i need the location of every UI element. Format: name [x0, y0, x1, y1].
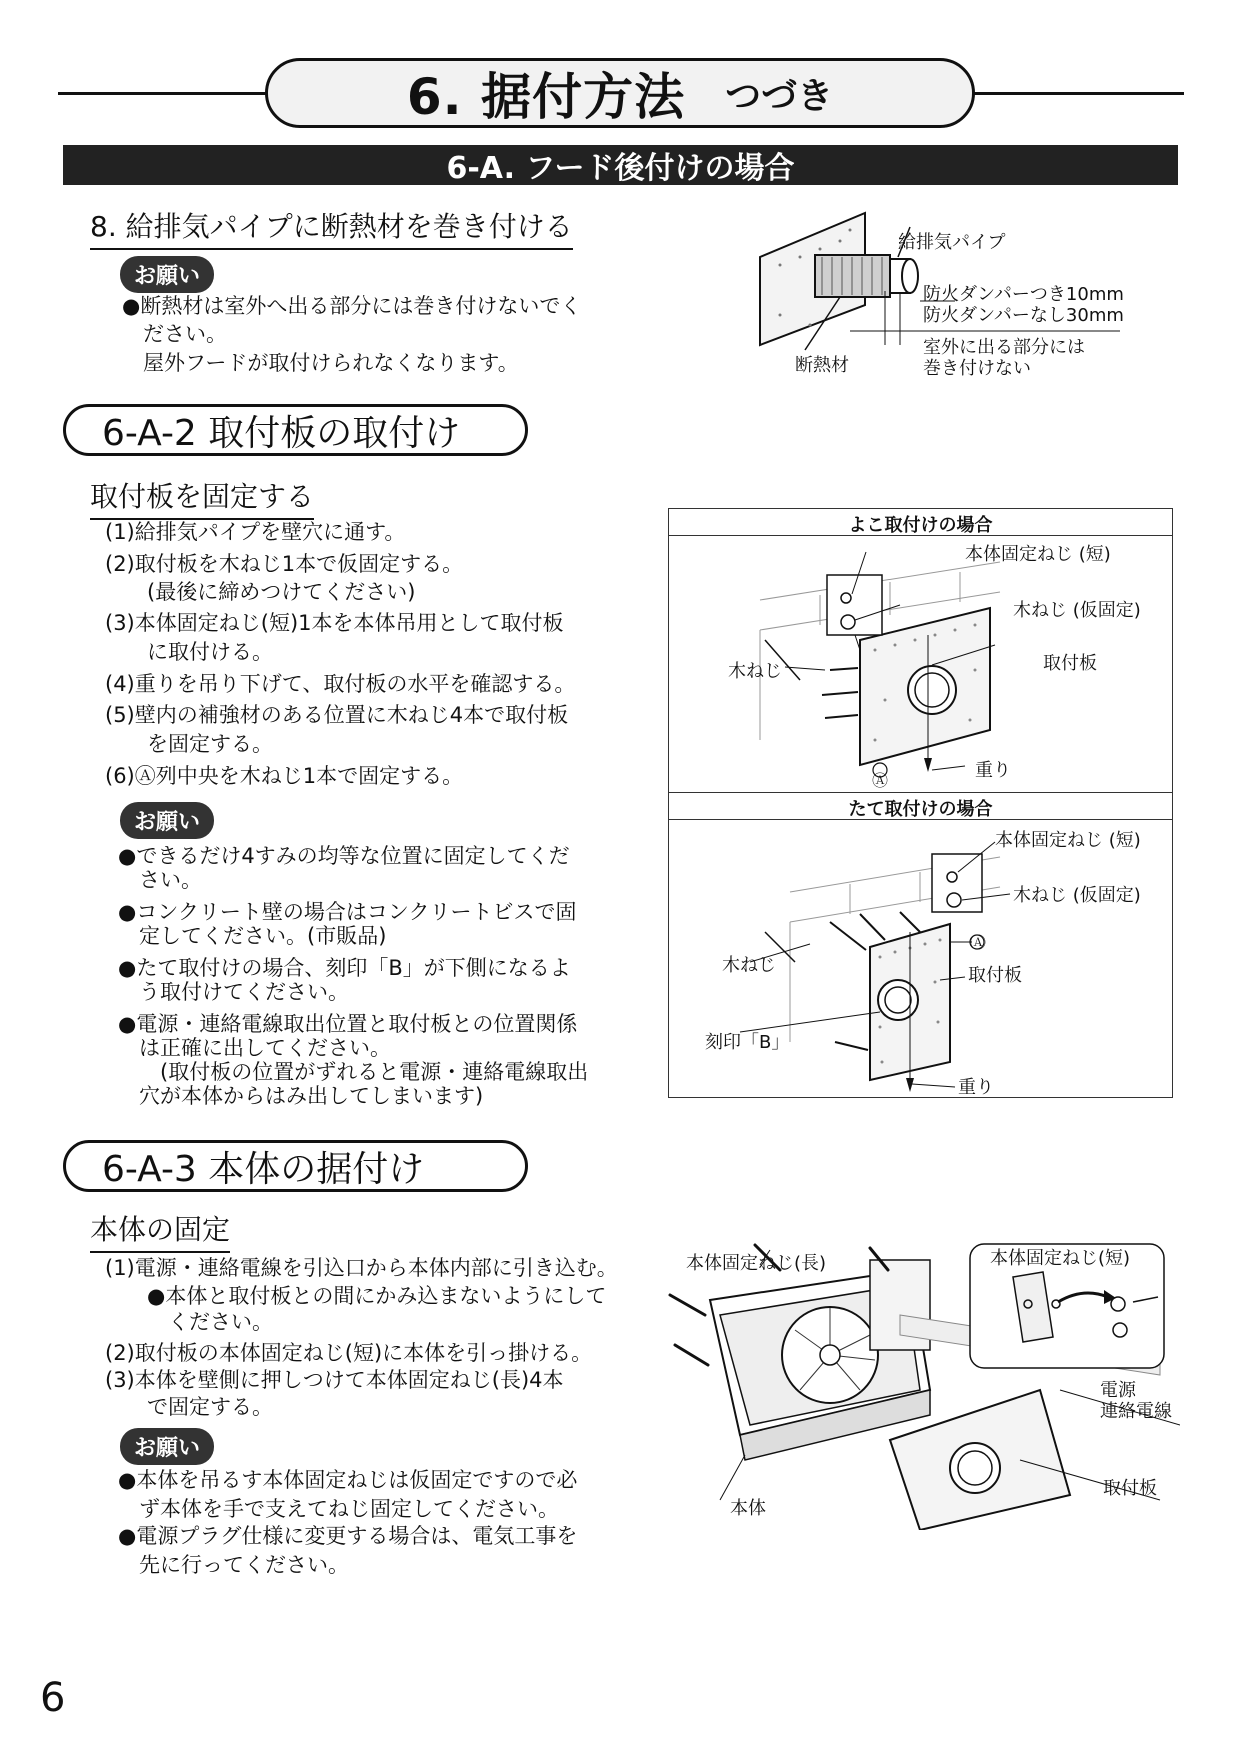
sec2-badge: お願い [120, 802, 214, 839]
sec2-note: さい。 [118, 868, 202, 892]
tate-wood: 木ねじ [722, 955, 776, 976]
section-6a2-title: 6-A-2 取付板の取付け [63, 404, 528, 456]
page-title-sub: つづき [725, 75, 834, 117]
sec2-step: (3)本体固定ねじ(短)1本を本体吊用として取付板 [105, 611, 564, 635]
sec3-heading: 本体の固定 [90, 1208, 230, 1253]
tate-stamp-b: 刻印「B」 [705, 1032, 790, 1053]
sec2-note: ●コンクリート壁の場合はコンクリートビスで固 [118, 900, 577, 924]
step8-note-2: ださい。 [143, 322, 227, 346]
yoko-header: よこ取付けの場合 [848, 515, 993, 536]
tate-header: たて取付けの場合 [848, 799, 993, 820]
step8-badge: お願い [120, 256, 214, 293]
fig1-damper-without: 防火ダンパーなし30mm [923, 305, 1124, 326]
sec2-step: (5)壁内の補強材のある位置に木ねじ4本で取付板 [105, 703, 569, 727]
fig1-outdoor-1: 室外に出る部分には [923, 337, 1085, 358]
step8-note-3: 屋外フードが取付けられなくなります。 [143, 351, 519, 375]
tate-plate: 取付板 [968, 965, 1022, 986]
sec2-step: (1)給排気パイプを壁穴に通す。 [105, 520, 406, 544]
yoko-wood-temp: 木ねじ (仮固定) [1013, 600, 1141, 621]
fig3-cable-2: 連絡電線 [1100, 1401, 1172, 1422]
page-title-main: 6. 据付方法 [406, 68, 686, 126]
sec2-step: (6)Ⓐ列中央を木ねじ1本で固定する。 [105, 764, 464, 788]
step8-note-1: ●断熱材は室外へ出る部分には巻き付けないでく [122, 294, 582, 318]
sec2-step: に取付ける。 [105, 640, 273, 664]
sec3-step: (1)電源・連絡電線を引込口から本体内部に引き込む。 [105, 1256, 618, 1280]
fig1-pipe-label: 給排気パイプ [898, 232, 1006, 253]
sec2-note: 穴が本体からはみ出してしまいます) [118, 1084, 484, 1108]
sec3-step: (3)本体を壁側に押しつけて本体固定ねじ(長)4本 [105, 1368, 564, 1392]
sec3-step: ●本体と取付板との間にかみ込まないようにして [105, 1284, 607, 1308]
sec2-step: を固定する。 [105, 732, 273, 756]
sec2-note: ●たて取付けの場合、刻印「B」が下側になるよ [118, 956, 571, 980]
fig3-screw-long: 本体固定ねじ(長) [686, 1253, 827, 1274]
fig3-body: 本体 [730, 1498, 766, 1519]
sec2-step: (最後に締めつけてください) [105, 580, 416, 604]
fig3-plate: 取付板 [1103, 1478, 1157, 1499]
fig1-outdoor-2: 巻き付けない [923, 358, 1031, 379]
fig3-screw-short: 本体固定ねじ(短) [990, 1248, 1131, 1269]
sec2-note: う取付けてください。 [118, 980, 349, 1004]
yoko-mark-a: Ⓐ [872, 771, 889, 790]
sec2-step: (2)取付板を木ねじ1本で仮固定する。 [105, 552, 464, 576]
sec3-note: ず本体を手で支えてねじ固定してください。 [118, 1497, 559, 1521]
fig1-damper-with: 防火ダンパーつき10mm [923, 284, 1124, 305]
tate-mark-a: Ⓐ [970, 933, 987, 952]
sec3-badge: お願い [120, 1428, 214, 1465]
tate-wood-temp: 木ねじ (仮固定) [1013, 885, 1141, 906]
tate-weight: 重り [958, 1077, 994, 1098]
yoko-wood: 木ねじ [728, 661, 782, 682]
sec2-note: ●できるだけ4すみの均等な位置に固定してくだ [118, 844, 570, 868]
sec3-step: (2)取付板の本体固定ねじ(短)に本体を引っ掛ける。 [105, 1341, 593, 1365]
section-bar: 6-A. フード後付けの場合 [63, 145, 1178, 185]
sec2-step: (4)重りを吊り下げて、取付板の水平を確認する。 [105, 672, 576, 696]
sec2-note: ●電源・連絡電線取出位置と取付板との位置関係 [118, 1012, 578, 1036]
sec2-note: (取付板の位置がずれると電源・連絡電線取出 [118, 1060, 589, 1084]
sec3-step: ください。 [105, 1310, 273, 1334]
fig1-insulation: 断熱材 [795, 355, 849, 376]
sec3-note: ●本体を吊るす本体固定ねじは仮固定ですので必 [118, 1468, 578, 1492]
yoko-weight: 重り [975, 760, 1011, 781]
section-6a3-title: 6-A-3 本体の据付け [63, 1140, 528, 1192]
sec2-heading: 取付板を固定する [90, 475, 314, 520]
sec3-note: ●電源プラグ仕様に変更する場合は、電気工事を [118, 1524, 578, 1548]
page-number: 6 [40, 1675, 66, 1721]
title-rule-left [58, 92, 268, 95]
sec3-note: 先に行ってください。 [118, 1553, 349, 1577]
fig3-cable-1: 電源 [1100, 1380, 1136, 1401]
page-title [265, 58, 975, 128]
yoko-screw-short: 本体固定ねじ (短) [965, 544, 1111, 565]
sec2-note: は正確に出してください。 [118, 1036, 391, 1060]
sec3-step: で固定する。 [105, 1395, 273, 1419]
tate-screw-short: 本体固定ねじ (短) [995, 830, 1141, 851]
title-rule-right [972, 92, 1184, 95]
yoko-plate: 取付板 [1043, 653, 1097, 674]
step8-heading: 8. 給排気パイプに断熱材を巻き付ける [90, 205, 573, 250]
sec2-note: 定してください。(市販品) [118, 924, 387, 948]
